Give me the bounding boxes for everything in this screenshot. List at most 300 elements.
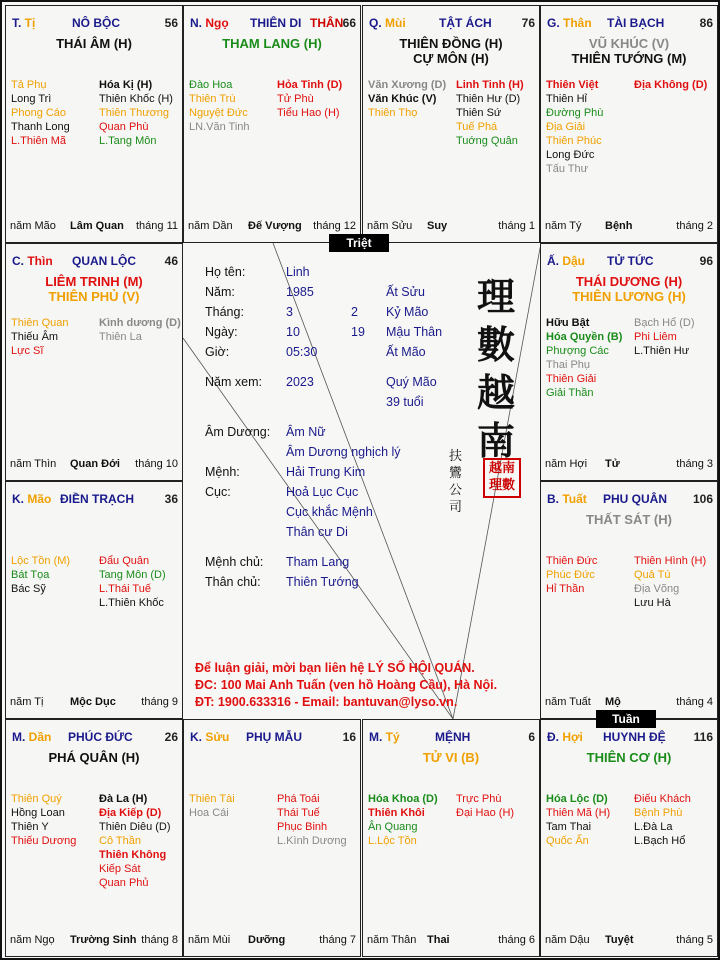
minor-star: Địa Giải — [546, 121, 586, 133]
thang-duong: 3 — [286, 305, 293, 319]
contact-phone-email: ĐT: 1900.633316 - Email: bantuvan@lyso.vn. — [195, 695, 458, 709]
star-column-left — [11, 78, 70, 148]
than-chu-value: Thiên Tướng — [286, 575, 359, 589]
palace-month: tháng 8 — [141, 934, 178, 946]
minor-star: Hỏa Tinh (D) — [277, 79, 343, 91]
minor-star: Thiên Thương — [99, 107, 170, 119]
star-column-right — [634, 316, 695, 358]
palace-footer — [188, 220, 356, 234]
palace-name: TÀI BẠCH — [607, 16, 665, 30]
am-duong-label: Âm Dương: — [205, 425, 271, 439]
than-cu: Thân cư Di — [286, 525, 348, 539]
minor-star: Thiên Thọ — [368, 107, 418, 119]
gio-label: Giờ: — [205, 345, 230, 359]
palace-year: năm Tý — [545, 220, 582, 232]
palace-chi: Thân — [563, 16, 592, 30]
main-star: VŨ KHÚC (V) — [588, 36, 670, 51]
main-stars — [363, 750, 539, 765]
palace-name: NÔ BỘC — [72, 16, 120, 30]
minor-star: Bác Sỹ — [11, 583, 46, 595]
minor-star: Kiếp Sát — [99, 863, 141, 875]
star-column-left — [368, 792, 438, 848]
truong-sinh-stage: Lâm Quan — [70, 220, 124, 232]
palace-ngo — [183, 5, 361, 243]
palace-dai-han: 116 — [693, 730, 713, 744]
palace-dai-han: 106 — [692, 492, 713, 506]
minor-star: Lưu Hà — [634, 597, 671, 609]
minor-star: Thiên Đức — [546, 555, 598, 567]
palace-year: năm Thân — [367, 934, 417, 946]
center-info-panel — [183, 243, 541, 719]
star-column-left — [368, 78, 446, 120]
palace-name: MỆNH — [435, 730, 471, 744]
star-column-right — [456, 792, 514, 820]
palace-chi: Dần — [28, 730, 52, 744]
palace-can: N. — [190, 16, 206, 30]
minor-star: Nguyệt Đức — [189, 107, 248, 119]
palace-dai-han: 76 — [521, 16, 535, 30]
star-column-left — [189, 78, 250, 134]
ngay-am: Mậu Thân — [386, 325, 443, 339]
minor-star: Hóa Lộc (D) — [546, 793, 608, 805]
than-marker: THÂN — [310, 16, 344, 30]
truong-sinh-stage: Tử — [605, 458, 620, 470]
palace-branch — [190, 730, 229, 744]
minor-star: Đà La (H) — [99, 793, 148, 805]
truong-sinh-stage: Thai — [427, 934, 450, 946]
palace-tuat — [540, 481, 718, 719]
main-star: THÁI ÂM (H) — [56, 36, 132, 51]
minor-star: Phi Liêm — [634, 331, 677, 343]
minor-star: Lực Sĩ — [11, 345, 44, 357]
palace-hoi — [540, 719, 718, 957]
ngay-am-num: 19 — [351, 325, 365, 339]
palace-year: năm Dần — [188, 220, 233, 232]
palace-header — [10, 16, 178, 32]
star-column-right — [99, 554, 166, 610]
minor-star: Đẩu Quân — [99, 555, 150, 567]
palace-mao — [5, 481, 183, 719]
palace-suu — [183, 719, 361, 957]
star-column-left — [546, 78, 603, 176]
minor-star: Địa Kiếp (D) — [99, 807, 162, 819]
minor-star: Thanh Long — [11, 121, 70, 133]
minor-star: Tuớng Quân — [456, 135, 518, 147]
ngay-duong: 10 — [286, 325, 300, 339]
minor-star: L.Bạch Hổ — [634, 835, 686, 847]
minor-star: Thiên Quan — [11, 317, 69, 329]
palace-branch — [547, 254, 585, 268]
minor-star: Tuế Phá — [456, 121, 498, 133]
palace-name: QUAN LỘC — [72, 254, 136, 268]
minor-star: Văn Xương (D) — [368, 79, 447, 91]
palace-header — [545, 730, 713, 746]
palace-footer — [545, 458, 713, 472]
nam-xem-am: Quý Mão — [386, 375, 437, 389]
minor-star: L.Thái Tuế — [99, 583, 151, 595]
main-star: TỬ VI (B) — [422, 750, 480, 765]
palace-can: K. — [12, 492, 28, 506]
minor-star: Thiên Diêu (D) — [99, 821, 171, 833]
than-chu-label: Thân chủ: — [205, 575, 261, 589]
palace-branch — [12, 492, 51, 506]
thang-am: Kỷ Mão — [386, 305, 429, 319]
palace-month: tháng 11 — [135, 220, 178, 232]
palace-name: PHU QUÂN — [603, 492, 668, 506]
palace-name: HUYNH ĐỆ — [603, 730, 666, 744]
minor-star: L.Thiên Mã — [11, 135, 67, 147]
palace-dai-han: 66 — [342, 16, 356, 30]
palace-month: tháng 7 — [319, 934, 356, 946]
palace-dai-han: 96 — [699, 254, 713, 268]
minor-star: Tam Thai — [546, 821, 592, 833]
main-star: PHÁ QUÂN (H) — [48, 750, 140, 765]
menh-chu-label: Mệnh chủ: — [205, 555, 264, 569]
star-column-right — [277, 792, 347, 848]
palace-can: M. — [369, 730, 386, 744]
palace-year: năm Tuất — [545, 696, 591, 708]
palace-year: năm Dậu — [545, 934, 590, 946]
minor-star: Thai Phụ — [546, 359, 591, 371]
contact-address: ĐC: 100 Mai Anh Tuấn (ven hồ Hoàng Cầu), Hà Nội. — [195, 678, 498, 692]
palace-footer — [188, 934, 356, 948]
palace-branch — [369, 16, 406, 30]
palace-can: C. — [12, 254, 28, 268]
minor-star: Hoa Cái — [189, 807, 229, 819]
cuc-value: Hoả Lục Cục — [286, 485, 359, 499]
palace-dai-han: 86 — [699, 16, 713, 30]
gio-value: 05:30 — [286, 345, 318, 359]
palace-branch — [547, 730, 583, 744]
palace-chi: Tuất — [562, 492, 587, 506]
palace-chi: Mùi — [385, 16, 406, 30]
palace-chi: Thìn — [27, 254, 53, 268]
truong-sinh-stage: Dưỡng — [248, 934, 286, 946]
truong-sinh-stage: Tuyệt — [605, 934, 634, 946]
main-stars — [363, 36, 539, 66]
contact-line-1: Để luận giải, mời bạn liên hệ LÝ SỐ HỘI QUÁN. — [195, 661, 475, 675]
palace-year: năm Tị — [10, 696, 44, 708]
palace-branch — [190, 16, 229, 30]
palace-header — [367, 16, 535, 32]
minor-star: Bát Tọa — [11, 569, 50, 581]
minor-star: Thiên Giải — [546, 373, 597, 385]
palace-year: năm Mão — [10, 220, 56, 232]
palace-dan — [5, 719, 183, 957]
calligraphy-title — [473, 273, 519, 465]
palace-year: năm Sửu — [367, 220, 413, 232]
minor-star: Long Đức — [546, 149, 595, 161]
minor-star: Hỉ Thần — [546, 583, 585, 595]
minor-star: Phá Toái — [277, 793, 320, 805]
menh-chu-value: Tham Lang — [286, 555, 350, 569]
main-star: THIÊN CƠ (H) — [586, 750, 672, 765]
main-star: LIÊM TRINH (M) — [45, 274, 143, 289]
minor-star: Bệnh Phù — [634, 807, 683, 819]
palace-month: tháng 5 — [676, 934, 713, 946]
minor-star: L.Lộc Tồn — [368, 835, 417, 847]
palace-header — [188, 730, 356, 746]
main-stars — [6, 36, 182, 51]
palace-month: tháng 9 — [141, 696, 178, 708]
palace-year: năm Hợi — [545, 458, 588, 470]
truong-sinh-stage: Mộc Dục — [70, 696, 116, 708]
cuc-label: Cục: — [205, 485, 231, 499]
minor-star: Thiên Mã (H) — [546, 807, 611, 819]
palace-year: năm Mùi — [188, 934, 231, 946]
main-stars — [541, 750, 717, 765]
palace-branch — [12, 254, 53, 268]
star-column-left — [546, 792, 610, 848]
minor-star: L.Thiên Hư — [634, 345, 690, 357]
palace-than — [540, 5, 718, 243]
truong-sinh-stage: Quan Đới — [70, 458, 120, 470]
palace-chi: Hợi — [562, 730, 583, 744]
star-column-left — [189, 792, 235, 820]
palace-ti — [5, 5, 183, 243]
palace-can: Đ. — [547, 730, 563, 744]
palace-dai-han: 26 — [164, 730, 178, 744]
truong-sinh-stage: Mộ — [605, 696, 621, 708]
truong-sinh-stage: Đế Vượng — [248, 220, 302, 232]
minor-star: Thiên Quý — [11, 793, 62, 805]
tuan-tag: Tuần — [596, 710, 656, 728]
star-column-right — [634, 554, 706, 610]
palace-year: năm Thìn — [10, 458, 57, 470]
main-stars — [541, 512, 717, 527]
tuoi: 39 tuổi — [386, 395, 424, 409]
main-stars — [541, 36, 717, 66]
palace-chi: Ngọ — [205, 16, 229, 30]
minor-star: Địa Võng — [634, 583, 680, 595]
minor-star: Giải Thần — [546, 387, 594, 399]
palace-chi: Tị — [24, 16, 36, 30]
menh-value: Hải Trung Kim — [286, 465, 366, 479]
minor-star: L.Kình Dương — [277, 835, 347, 847]
star-column-right — [634, 78, 707, 92]
minor-star: L.Tang Môn — [99, 135, 157, 147]
palace-month: tháng 4 — [676, 696, 713, 708]
ho-ten-label: Họ tên: — [205, 265, 246, 279]
palace-month: tháng 10 — [135, 458, 178, 470]
calligraphy-subtitle: 扶鸞公司 — [449, 449, 463, 515]
main-star: THÁI DƯƠNG (H) — [575, 274, 683, 289]
minor-star: Điếu Khách — [634, 793, 691, 805]
palace-month: tháng 6 — [498, 934, 535, 946]
am-duong-note: Âm Dương nghịch lý — [286, 445, 401, 459]
minor-star: Thiên Hư (D) — [456, 93, 521, 105]
palace-chi: Dậu — [562, 254, 586, 268]
gio-am: Ất Mão — [386, 345, 426, 359]
nam-duong: 1985 — [286, 285, 314, 299]
palace-footer — [545, 934, 713, 948]
palace-footer — [10, 458, 178, 472]
main-star: CỰ MÔN (H) — [413, 51, 489, 66]
minor-star: Đào Hoa — [189, 79, 233, 91]
palace-ty — [362, 719, 540, 957]
palace-month: tháng 2 — [676, 220, 713, 232]
palace-chi: Mão — [27, 492, 52, 506]
minor-star: Ân Quang — [368, 821, 418, 833]
star-column-left — [11, 554, 70, 596]
palace-chi: Tý — [385, 730, 400, 744]
seal-text: 越南理數 — [488, 461, 515, 493]
palace-header — [545, 492, 713, 508]
star-column-right — [99, 792, 171, 890]
minor-star: Long Trì — [11, 93, 52, 105]
minor-star: Thiên Khốc (H) — [99, 93, 173, 105]
minor-star: Thiên Hỉ — [546, 93, 587, 105]
thang-am-num: 2 — [351, 305, 358, 319]
red-seal — [483, 458, 521, 498]
truong-sinh-stage: Suy — [427, 220, 448, 232]
palace-dai-han: 56 — [164, 16, 178, 30]
palace-footer — [10, 934, 178, 948]
palace-header — [10, 730, 178, 746]
palace-header — [10, 254, 178, 270]
minor-star: Linh Tinh (H) — [456, 79, 524, 91]
palace-can: Ấ. — [547, 254, 563, 268]
minor-star: LN.Văn Tinh — [189, 121, 250, 133]
palace-can: M. — [12, 730, 29, 744]
main-stars — [541, 274, 717, 304]
calligraphy-text: 理數越南 — [476, 274, 515, 463]
minor-star: Thiên Không — [99, 849, 167, 861]
palace-footer — [10, 696, 178, 710]
minor-star: Thiên Sứ — [456, 107, 502, 119]
main-star: THIÊN LƯƠNG (H) — [572, 289, 686, 304]
minor-star: Hóa Quyền (B) — [546, 331, 623, 343]
palace-name: PHỤ MẪU — [246, 730, 302, 744]
palace-name: TẬT ÁCH — [439, 16, 492, 30]
minor-star: Thiên Việt — [546, 79, 599, 91]
palace-can: Q. — [369, 16, 386, 30]
palace-dai-han: 46 — [164, 254, 178, 268]
palace-year: năm Ngọ — [10, 934, 55, 946]
palace-header — [10, 492, 178, 508]
palace-chi: Sửu — [205, 730, 230, 744]
star-column-right — [277, 78, 342, 120]
minor-star: Thiên Tài — [189, 793, 235, 805]
ngay-label: Ngày: — [205, 325, 238, 339]
main-stars — [184, 36, 360, 51]
palace-branch — [369, 730, 400, 744]
palace-month: tháng 1 — [498, 220, 535, 232]
main-star: THIÊN TƯỚNG (M) — [571, 51, 687, 66]
main-star: THIÊN PHỦ (V) — [48, 289, 140, 304]
palace-name: ĐIỀN TRẠCH — [60, 492, 134, 506]
minor-star: Đường Phù — [546, 107, 604, 119]
star-column-right — [634, 792, 691, 848]
star-column-right — [456, 78, 524, 148]
palace-dai-han: 36 — [164, 492, 178, 506]
minor-star: Quả Tú — [634, 569, 671, 581]
minor-star: Thiên Y — [11, 821, 49, 833]
star-column-right — [99, 316, 181, 344]
minor-star: Thiên Phúc — [546, 135, 602, 147]
palace-can: T. — [12, 16, 25, 30]
palace-header — [545, 254, 713, 270]
palace-name: THIÊN DI — [250, 16, 302, 30]
truong-sinh-stage: Trường Sinh — [70, 934, 137, 946]
minor-star: Quốc Ấn — [546, 835, 589, 847]
triet-tag: Triệt — [329, 234, 389, 252]
menh-label: Mệnh: — [205, 465, 240, 479]
palace-branch — [12, 16, 35, 30]
star-column-left — [546, 316, 622, 400]
palace-header — [545, 16, 713, 32]
minor-star: Quan Phù — [99, 121, 149, 133]
minor-star: Trực Phù — [456, 793, 502, 805]
minor-star: Tấu Thư — [546, 163, 589, 175]
palace-dai-han: 6 — [528, 730, 535, 744]
minor-star: Thiếu Dương — [11, 835, 77, 847]
minor-star: Tang Môn (D) — [99, 569, 166, 581]
palace-branch — [547, 16, 592, 30]
nam-xem-label: Năm xem: — [205, 375, 262, 389]
minor-star: Thiên Trù — [189, 93, 236, 105]
minor-star: Hữu Bật — [546, 317, 590, 329]
minor-star: L.Thiên Khốc — [99, 597, 164, 609]
minor-star: Thiên Hình (H) — [634, 555, 707, 567]
minor-star: Bạch Hổ (D) — [634, 317, 695, 329]
palace-thin — [5, 243, 183, 481]
minor-star: Văn Khúc (V) — [368, 93, 437, 105]
palace-footer — [367, 934, 535, 948]
palace-header — [367, 730, 535, 746]
thang-label: Tháng: — [205, 305, 244, 319]
minor-star: Phong Cáo — [11, 107, 67, 119]
minor-star: Hóa Khoa (D) — [368, 793, 438, 805]
palace-branch — [12, 730, 51, 744]
palace-header — [188, 16, 356, 32]
minor-star: Quan Phủ — [99, 877, 149, 889]
palace-footer — [545, 696, 713, 710]
palace-month: tháng 12 — [313, 220, 356, 232]
minor-star: Phượng Các — [546, 345, 609, 357]
palace-name: PHÚC ĐỨC — [68, 730, 133, 744]
main-star: THẤT SÁT (H) — [586, 512, 672, 527]
palace-can: G. — [547, 16, 564, 30]
minor-star: Thiếu Âm — [11, 331, 59, 343]
minor-star: Kình dương (D) — [99, 317, 181, 329]
palace-can: K. — [190, 730, 206, 744]
main-star: THIÊN ĐỒNG (H) — [399, 36, 503, 51]
am-duong-value: Âm Nữ — [286, 425, 326, 439]
palace-mui — [362, 5, 540, 243]
palace-footer — [10, 220, 178, 234]
palace-can: B. — [547, 492, 563, 506]
palace-dau — [540, 243, 718, 481]
minor-star: Thái Tuế — [277, 807, 320, 819]
minor-star: Đại Hao (H) — [456, 807, 515, 819]
minor-star: Thiên La — [99, 331, 142, 343]
minor-star: Hồng Loan — [11, 807, 65, 819]
nam-xem-value: 2023 — [286, 375, 314, 389]
star-column-left — [11, 792, 76, 848]
nam-label: Năm: — [205, 285, 235, 299]
main-stars — [6, 750, 182, 765]
main-star: THAM LANG (H) — [222, 36, 322, 51]
palace-footer — [367, 220, 535, 234]
minor-star: Tử Phù — [277, 93, 314, 105]
palace-branch — [547, 492, 587, 506]
main-stars — [6, 274, 182, 304]
truong-sinh-stage: Bệnh — [605, 220, 633, 232]
palace-footer — [545, 220, 713, 234]
star-column-right — [99, 78, 173, 148]
cuc-note: Cục khắc Mệnh — [286, 505, 373, 519]
